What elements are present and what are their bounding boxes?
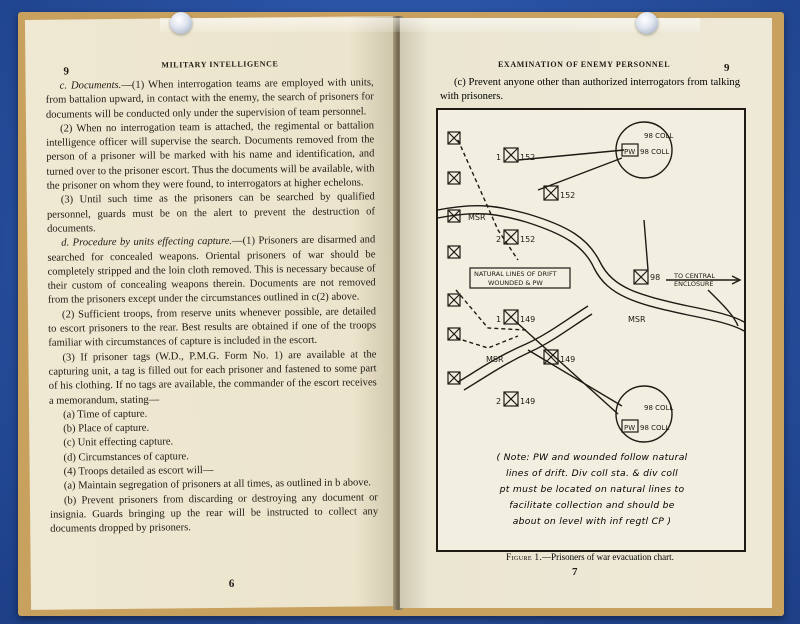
left-running-head: MILITARY INTELLIGENCE — [161, 59, 279, 70]
msr-label-lower: MSR — [486, 355, 504, 364]
unit-number-label: 2 — [496, 235, 502, 244]
note-line: pt must be located on natural lines to — [499, 484, 685, 495]
coll-98-label-top: 98 COLL — [644, 132, 674, 140]
unit-152-label: 152 — [520, 235, 536, 244]
unit-symbol — [634, 270, 648, 284]
drift-line-lower — [456, 336, 518, 348]
paragraph: c. Documents.—(1) When interrogation teams are employed with units, from battalion upward, in contact with the enemy, the search of prisoners for documents will be conducted only under the supervision of team personnel. — [45, 77, 374, 121]
left-page — [25, 16, 399, 610]
to-central-line-1: TO CENTRAL — [674, 272, 715, 280]
pw-98-coll-label-bottom: 98 COLL — [640, 424, 670, 432]
note-line: lines of drift. Div coll sta. & div coll — [505, 468, 679, 479]
note-line: ( Note: PW and wounded follow natural — [496, 452, 688, 463]
right-top-paragraph — [440, 76, 740, 105]
unit-symbol — [448, 246, 460, 258]
paragraph: (3) If prisoner tags (W.D., P.M.G. Form No. 1) are available at the capturing unit, a tag is filled out for each prisoner and fastened to some part of his clothing. If no tags are available, the commander of the escort receives a memorandum, stating— — [48, 348, 377, 407]
left-body-text — [46, 76, 379, 537]
right-page-number-top: 9 — [724, 62, 730, 74]
pw-label-top: PW — [624, 148, 636, 156]
pw-label-bottom: PW — [624, 424, 636, 432]
unit-symbol — [448, 328, 460, 340]
to-central-line-2: ENCLOSURE — [674, 280, 714, 288]
figure-caption-label: Figure 1. — [506, 552, 543, 562]
unit-152-label: 152 — [520, 153, 536, 162]
line-to-98 — [644, 220, 648, 270]
div-coll-circle-bottom — [616, 386, 672, 442]
unit-149-label: 149 — [520, 397, 536, 406]
unit-symbol — [504, 310, 518, 324]
unit-149-label: 149 — [560, 355, 576, 364]
unit-symbol — [504, 230, 518, 244]
note-line: about on level with inf regtl CP ) — [512, 516, 672, 527]
unit-149-label: 149 — [520, 315, 536, 324]
msr-road-upper — [438, 206, 744, 322]
right-page-number-bottom: 7 — [572, 566, 578, 578]
coll-98-label-bottom: 98 COLL — [644, 404, 674, 412]
paragraph: (2) When no interrogation team is attached, the regimental or battalion intelligence officer will supervise the search. Documents removed from the person of a prisoner will be marked with his name and identification, and turned over to the prisoner escort. Thus the documents will be available, with the prisoner on whom they were found, to interrogators at higher echelons. — [46, 120, 375, 192]
chart-note — [460, 450, 724, 530]
unit-symbol — [448, 372, 460, 384]
list-item: (b) Place of capture. — [63, 422, 150, 435]
drift-label-line-2: WOUNDED & PW — [488, 279, 543, 287]
line-to-top-coll-2 — [538, 158, 622, 190]
holder-clip-left — [170, 12, 192, 34]
unit-152-label: 152 — [560, 191, 576, 200]
evacuation-chart — [436, 108, 746, 552]
paragraph: (3) Until such time as the prisoners can be searched by qualified personnel, guards must be on the alert to prevent the destruction of documents. — [46, 191, 376, 235]
unit-symbol — [448, 294, 460, 306]
list-item: (a) Maintain segregation of prisoners at all times, as outlined in b above. — [63, 477, 371, 492]
paragraph: d. Procedure by units effecting capture.—(1) Prisoners are disarmed and searched for concealed weapons. Oriental prisoners of war should be completely stripped and the loin cloth removed. This is necessary because of their custom of concealing weapons therein. Documents are not removed from the prisoners except under the circumstances outlined in c(2) above. — [47, 234, 376, 307]
unit-98-label: 98 — [650, 273, 661, 282]
unit-symbol — [544, 186, 558, 200]
drift-label-line-1: NATURAL LINES OF DRIFT — [474, 270, 557, 278]
list-item: (c) Unit effecting capture. — [63, 436, 174, 449]
right-running-head: EXAMINATION OF ENEMY PERSONNEL — [498, 60, 671, 69]
figure-caption-text: —Prisoners of war evacuation chart. — [542, 552, 674, 562]
pw-98-coll-label-top: 98 COLL — [640, 148, 670, 156]
msr-road-lower-edge — [464, 314, 592, 390]
holder-clip-right — [636, 12, 658, 34]
note-line: facilitate collection and should be — [509, 500, 675, 511]
msr-label-middle: MSR — [628, 315, 646, 324]
holder-strip — [160, 18, 700, 32]
paragraph: (2) Sufficient troops, from reserve units whenever possible, are detailed to escort prisoners to the rear. Best results are obtained if one of the troops familiar with circumstances of capture is included in the escort. — [48, 306, 377, 350]
figure-caption — [440, 552, 740, 562]
left-page-number-top: 9 — [63, 65, 70, 78]
list-item: (b) Prevent prisoners from discarding or destroying any document or insignia. Guards bringing up the rear will be instructed to collect any documents dropped by prisoners. — [50, 491, 379, 535]
list-item: (d) Circumstances of capture. — [63, 450, 189, 464]
left-page-number-bottom: 6 — [228, 577, 235, 590]
list-item: (a) Time of capture. — [63, 408, 148, 421]
msr-label-upper: MSR — [468, 213, 486, 222]
unit-symbol — [504, 392, 518, 406]
unit-number-label: 1 — [496, 153, 502, 162]
unit-symbol — [448, 132, 460, 144]
unit-number-label: 1 — [496, 315, 502, 324]
paragraph: (c) Prevent anyone other than authorized interrogators from talking with prisoners. — [440, 77, 740, 103]
drift-line-upper — [458, 140, 518, 260]
list-item: (4) Troops detailed as escort will— — [63, 465, 214, 478]
unit-symbol — [448, 172, 460, 184]
unit-number-label: 2 — [496, 397, 502, 406]
unit-symbol — [504, 148, 518, 162]
